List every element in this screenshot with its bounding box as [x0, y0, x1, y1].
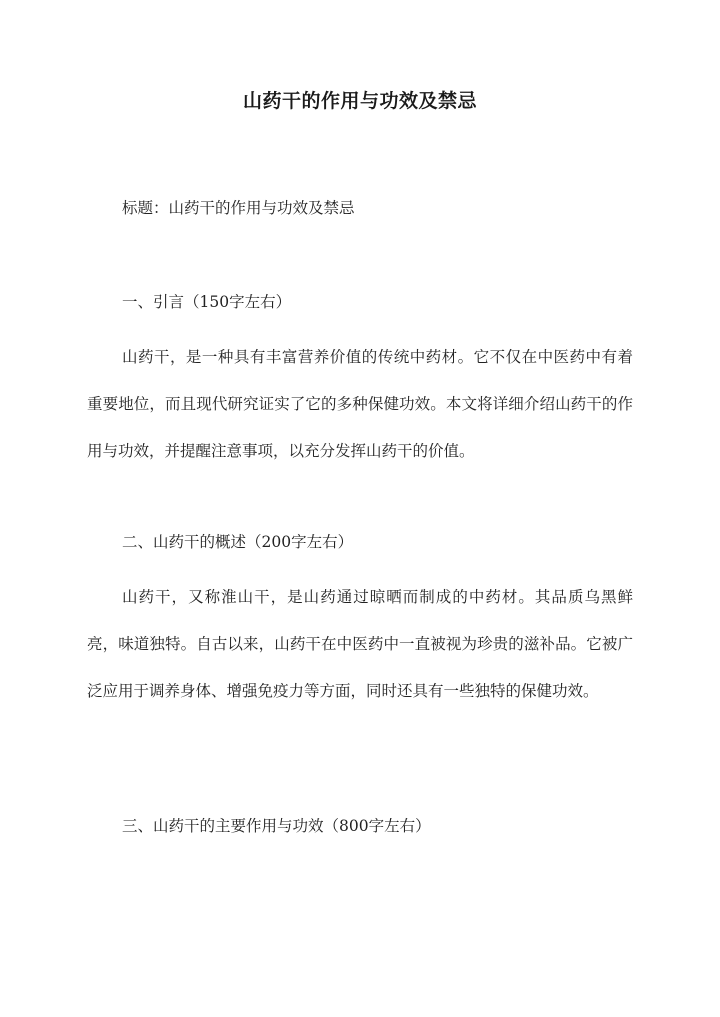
subtitle-line: 标题：山药干的作用与功效及禁忌 [122, 199, 355, 217]
section-paragraph-overview: 山药干，又称淮山干，是山药通过晾晒而制成的中药材。其品质乌黑鲜亮，味道独特。自古以来，山药干在中医药中一直被视为珍贵的滋补品。它被广泛应用于调养身体、增强免疫力等方面，同时还具有一些独特的保健功效。 [87, 588, 633, 700]
section-heading-overview: 二、山药干的概述（200字左右） [122, 533, 354, 551]
document-title: 山药干的作用与功效及禁忌 [242, 90, 477, 112]
section-paragraph-introduction: 山药干，是一种具有丰富营养价值的传统中药材。它不仅在中医药中有着重要地位，而且现代研究证实了它的多种保健功效。本文将详细介绍山药干的作用与功效，并提醒注意事项，以充分发挥山药干的价值。 [87, 348, 633, 460]
section-heading-introduction: 一、引言（150字左右） [122, 293, 292, 311]
section-heading-functions: 三、山药干的主要作用与功效（800字左右） [122, 817, 431, 835]
